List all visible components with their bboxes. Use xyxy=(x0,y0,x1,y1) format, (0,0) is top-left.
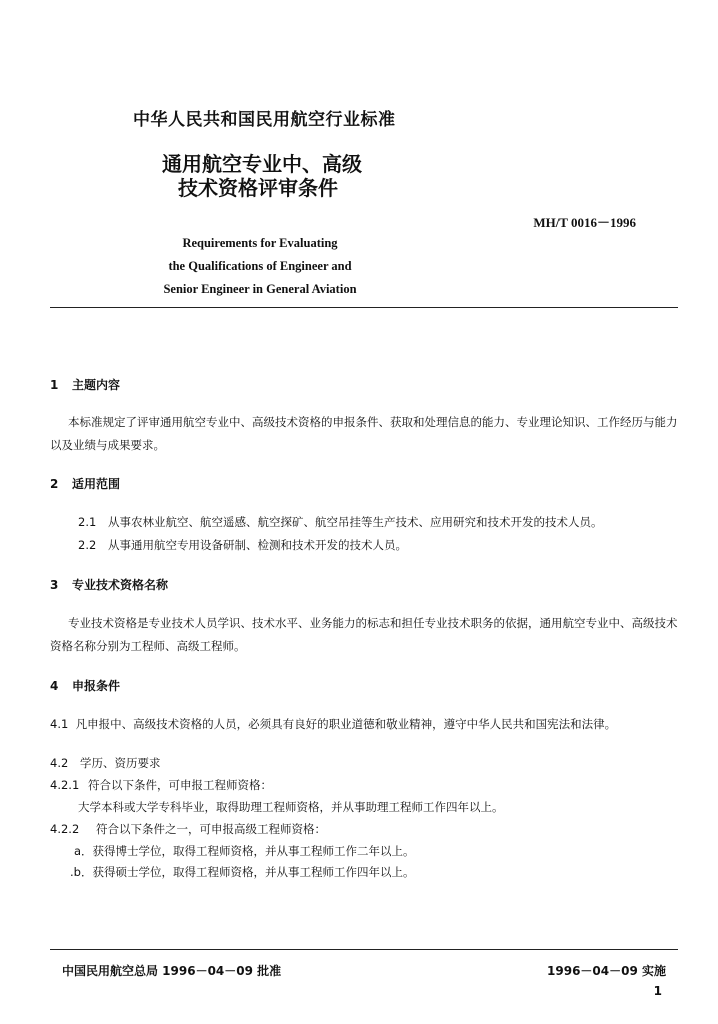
section-4-number: 4 xyxy=(50,679,59,693)
clause-4-1-number: 4.1 xyxy=(50,717,69,731)
clause-4-2-1-number: 4.2.1 xyxy=(50,778,80,792)
section-3-heading xyxy=(50,576,168,593)
section-1-number: 1 xyxy=(50,378,59,392)
clause-4-2-1 xyxy=(50,777,272,793)
section-2-title: 适用范围 xyxy=(72,477,121,491)
page-number: 1 xyxy=(653,984,662,998)
section-1-title: 主题内容 xyxy=(72,378,121,392)
clause-4-2-2-a: a．获得博士学位，取得工程师资格，并从事工程师工作二年以上。 xyxy=(74,844,415,858)
section-2-heading xyxy=(50,475,120,492)
clause-2-1-number: 2.1 xyxy=(78,515,97,529)
clause-4-2 xyxy=(50,755,161,771)
clause-4-2-2-text: 符合以下条件之一，可申报高级工程师资格： xyxy=(96,822,326,836)
clause-4-1-text: 凡申报中、高级技术资格的人员，必须具有良好的职业道德和敬业精神，遵守中华人民共和国宪法和法律。 xyxy=(75,717,617,731)
section-3-title: 专业技术资格名称 xyxy=(72,578,169,592)
clause-2-2 xyxy=(78,537,407,553)
clause-4-2-number: 4.2 xyxy=(50,756,69,770)
clause-2-1 xyxy=(78,514,603,530)
section-1-heading xyxy=(50,376,120,393)
footer-divider xyxy=(50,949,678,950)
section-3-number: 3 xyxy=(50,578,59,592)
section-2-number: 2 xyxy=(50,477,59,491)
implementation-date: 1996－04－09 实施 xyxy=(547,964,666,978)
section-4-heading xyxy=(50,677,120,694)
section-3-text: 专业技术资格是专业技术人员学识、技术水平、业务能力的标志和担任专业技术职务的依据，通用航空专业中、高级技术资格名称分别为工程师、高级工程师。 xyxy=(50,616,678,653)
english-title-line2: the Qualifications of Engineer and xyxy=(168,259,352,273)
clause-4-1 xyxy=(50,713,680,736)
english-title-line1: Requirements for Evaluating xyxy=(182,236,338,250)
clause-4-2-1-detail: 大学本科或大学专科毕业，取得助理工程师资格，并从事助理工程师工作四年以上。 xyxy=(78,800,504,814)
section-4-title: 申报条件 xyxy=(72,679,121,693)
clause-2-2-text: 从事通用航空专用设备研制、检测和技术开发的技术人员。 xyxy=(108,538,407,552)
clause-2-2-number: 2.2 xyxy=(78,538,97,552)
industry-standard-label: 中华人民共和国民用航空行业标准 xyxy=(133,110,396,130)
header-divider xyxy=(50,307,678,308)
english-title-line3: Senior Engineer in General Aviation xyxy=(163,282,357,296)
clause-4-2-1-text: 符合以下条件，可申报工程师资格： xyxy=(88,778,272,792)
standard-number: MH/T 0016－1996 xyxy=(533,215,636,230)
approval-line: 中国民用航空总局 1996－04－09 批准 xyxy=(62,964,282,978)
clause-4-2-2 xyxy=(50,821,326,837)
clause-4-2-text: 学历、资历要求 xyxy=(80,756,161,770)
document-title-line2: 技术资格评审条件 xyxy=(178,176,338,200)
clause-4-2-2-b: .b．获得硕士学位，取得工程师资格，并从事工程师工作四年以上。 xyxy=(70,865,415,879)
section-1-text: 本标准规定了评审通用航空专业中、高级技术资格的申报条件、获取和处理信息的能力、专业理论知识、工作经历与能力以及业绩与成果要求。 xyxy=(50,415,678,452)
clause-4-2-2-number: 4.2.2 xyxy=(50,822,80,836)
clause-2-1-text: 从事农林业航空、航空遥感、航空探矿、航空吊挂等生产技术、应用研究和技术开发的技术人员。 xyxy=(108,515,603,529)
document-title-line1: 通用航空专业中、高级 xyxy=(162,152,362,176)
